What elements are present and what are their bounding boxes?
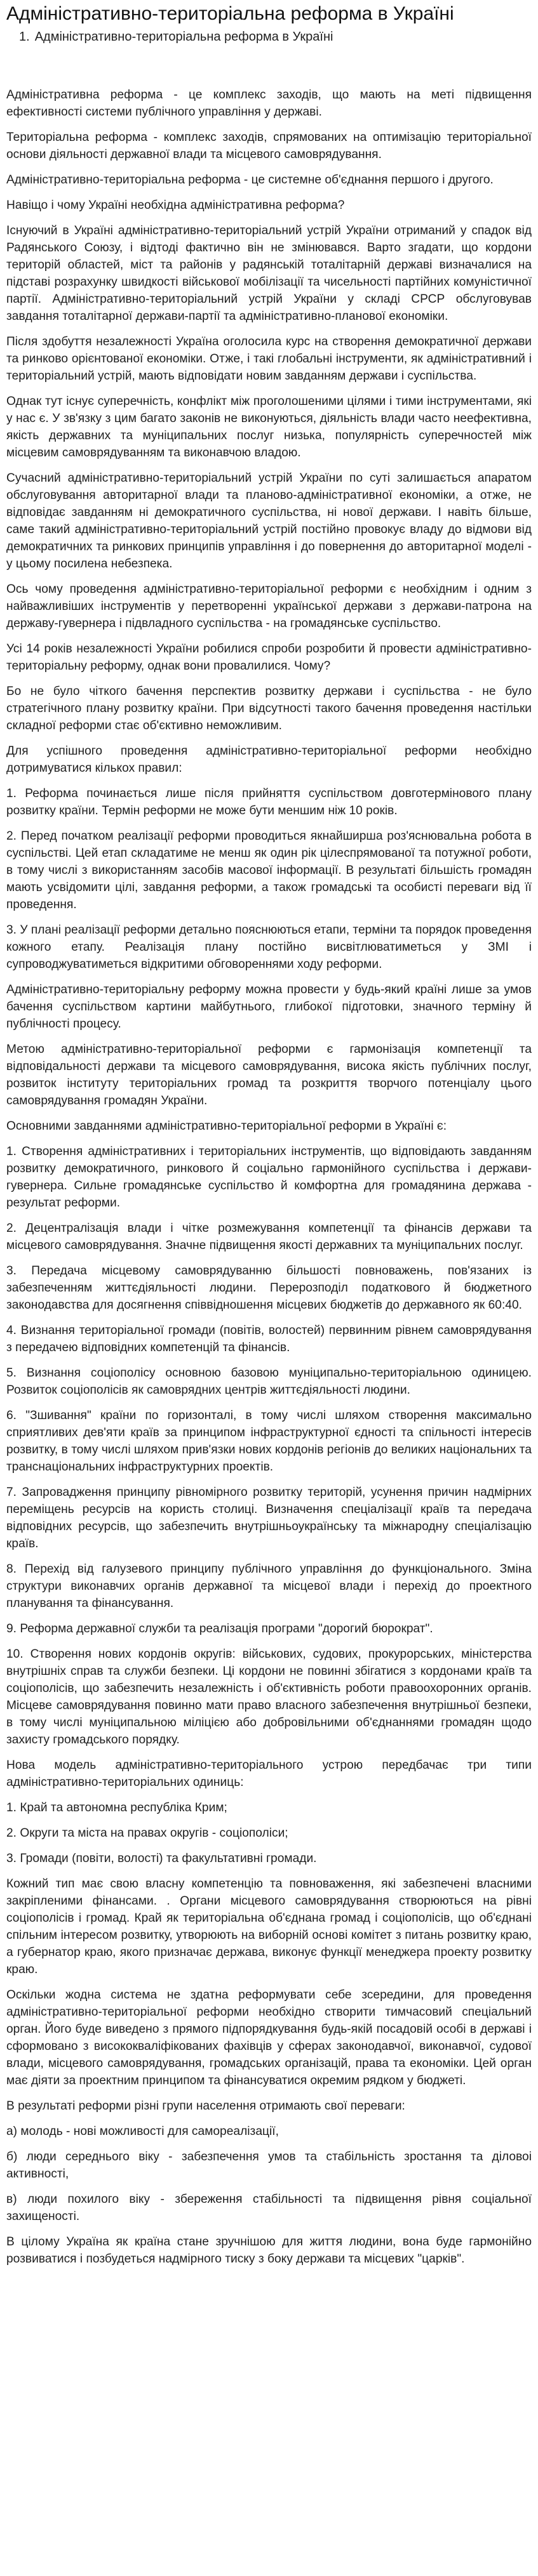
paragraph: В цілому Україна як країна стане зручнішою для життя людини, вона буде гармонійно розвиватися і позбудеться надмірного тиску з боку держави та місцевих "царків". [6,2235,532,2266]
paragraph: Нова модель адміністративно-територіального устрою передбачає три типи адміністративно-територіальних одиниць: [6,1759,532,1789]
paragraph: Адміністративно-територіальна реформа - це системне об'єднання першого і другого. [6,173,494,187]
paragraph: В результаті реформи різні групи населення отримають свої переваги: [6,2099,405,2113]
toc-item[interactable] [19,28,532,46]
paragraph: Територіальна реформа - комплекс заходів, спрямованих на оптимізацію територіальної основи діяльності державної влади та місцевого самоврядування. [6,131,532,161]
paragraph: 7. Запровадження принципу рівномірного розвитку територій, усунення причин надмірних переміщень ресурсів на користь столиці. Визначення спеціалізації країв та передача відповідних ресурсів, що забезпечить внутрішньоукраїнську та міжнародну спеціалізацію країв. [6,1486,532,1550]
paragraph: б) люди середнього віку - забезпечення умов та стабільність зростання та діловоі активності, [6,2150,532,2181]
paragraph: 2. Перед початком реалізації реформи проводиться якнайширша роз'яснювальна робота в суспільстві. Цей етап складатиме не менш як один рік цілеспрямованої та потужної роботи, в тому числі з використанням засобів масової інформації. В результаті більшість громадян мають усвідомити цілі, завдання реформи, а також громадські та особисті переваги від її проведення. [6,829,532,911]
paragraph: Адміністративна реформа - це комплекс заходів, що мають на меті підвищення ефективності системи публічного управління у державі. [6,88,532,119]
paragraph: 2. Децентралізація влади і чітке розмежування компетенції та фінансів держави та місцевого самоврядування. Значне підвищення якості державних та муніципальних послуг. [6,1222,532,1252]
paragraph: Усі 14 років незалежності України робилися спроби розробити й провести адміністративно-територіальну реформу, однак вони провалилися. Чому? [6,642,532,673]
paragraph: 1. Реформа починається лише після прийняття суспільством довготермінового плану розвитку країни. Термін реформи не може бути меншим ніж 10 років. [6,787,532,817]
paragraph: Кожний тип має свою власну компетенцію та повноваження, які забезпечені власними закріпленими фінансами. . Органи місцевого самоврядування створюються на рівні соціополісів і громад. Край як територіальна об'єднана громад і соціополісів, що об'єднані спільним інтересом розвитку, утворюють на виборній основі комітет з питань розвитку краю, а губернатор краю, якого призначає держава, виконує функції менеджера проекту розвитку краю. [6,1877,532,1976]
paragraph: Для успішного проведення адміністративно-територіальної реформи необхідно дотримуватися кількох правил: [6,744,532,775]
paragraph: 5. Визнання соціополісу основною базовою муніципально-територіальною одиницею. Розвиток соціополісів як самоврядних центрів життєдіяльності людини. [6,1366,532,1397]
page-title: Адміністративно-територіальна реформа в Україні [6,3,454,24]
paragraph: 9. Реформа державної служби та реалізація програми "дорогий бюрократ". [6,1622,433,1635]
paragraph: Оскільки жодна система не здатна реформувати себе зсередини, для проведення адміністративно-територіальної реформи необхідно створити тимчасовий спеціальний орган. Його буде виведено з прямого підпорядкування будь-якій посадовій особі в державі і сформовано з висококваліфікованих фахівців у сферах законодавчої, виконавчої, судової влади, місцевого самоврядування, громадських організацій, права та економіки. Цей орган має діяти за проектним принципом та фінансуватися окремим рядком у бюджеті. [6,1988,532,2087]
table-of-contents [19,28,532,46]
paragraph: Після здобуття незалежності Україна оголосила курс на створення демократичної держави та ринково орієнтованої економіки. Отже, і такі глобальні інструменти, як адміністративний і територіальний устрій, мають відповідати новим завданням держави і суспільства. [6,335,532,383]
paragraph: а) молодь - нові можливості для самореалізації, [6,2125,279,2138]
paragraph: Існуючий в Україні адміністративно-територіальний устрій України отриманий у спадок від Радянського Союзу, і відтоді фактично він не змінювався. Варто згадати, що кордони територій областей, міст та районів у радянській тоталітарній державі визначалися на підставі розрахунку швидкості військової мобілізації та чисельності партійних комуністичної партії. Адміністративно-територіальний устрій України у складі СРСР обслуговував завдання тоталітарної держави-партії та адміністративно-планової економіки. [6,224,532,323]
paragraph: 3. Передача місцевому самоврядуванню більшості повноважень, пов'язаних із забезпеченням життєдіяльності людини. Перерозподіл податкового й бюджетного законодавства для досягнення співвідношення місцевих бюджетів до державного як 60:40. [6,1264,532,1312]
paragraph: Навіщо і чому Україні необхідна адміністративна реформа? [6,199,345,212]
paragraph: 6. "Зшивання" країни по горизонталі, в тому числі шляхом створення максимально сприятливих дев'яти країв за принципом інфраструктурної єдності та спільності інтересів розвитку, в тому числі шляхом прив'язки нових кордонів регіонів до великих національних та транснаціональних інфраструктурних проектів. [6,1409,532,1474]
paragraph: 8. Перехід від галузевого принципу публічного управління до функціонального. Зміна структури виконавчих органів державної та місцевої влади і перехід до проектного планування та фінансування. [6,1562,532,1610]
paragraph: Метою адміністративно-територіальної реформи є гармонізація компетенції та відповідальності держави та місцевого самоврядування, висока якість публічних послуг, розвиток інституту територіальних громад та розкриття творчого потенціалу цього самоврядування громадян України. [6,1043,532,1107]
paragraph: в) люди похилого віку - збереження стабільності та підвищення рівня соціальної захищеності. [6,2193,532,2223]
paragraph: 3. Громади (повіти, волості) та факультативні громади. [6,1852,317,1865]
paragraph: 2. Округи та міста на правах округів - соціополіси; [6,1826,288,1840]
paragraph: Сучасний адміністративно-територіальний устрій України по суті залишається апаратом обслуговування авторитарної влади та планово-адміністративної економіки, а отже, не відповідає завданням ні демократичного суспільства, ні нової держави. І навіть більше, саме такий адміністративно-територіальний устрій постійно провокує владу до відмови від демократичних та ринкових принципів управління і до повернення до авторитарної моделі - у цьому посилена небезпека. [6,472,532,571]
toc-item-number: 1. [19,30,30,44]
paragraph: 10. Створення нових кордонів округів: військових, судових, прокурорських, міністерства внутрішніх справ та служби безпеки. Ці кордони не повинні збігатися з кордонами країв та соціополісів, що забезпечить незалежність і об'єктивність роботи правоохоронних органів. Місцеве самоврядування повинно мати право власного забезпечення внутрішньої безпеки, в тому числі муніципальною міліцією або добровільними об'єднаннями громадян щодо захисту громадського порядку. [6,1648,532,1747]
paragraph: Однак тут існує суперечність, конфлікт між проголошеними цілями і тими інструментами, які у нас є. У зв'язку з цим багато законів не виконуються, діяльність влади часто неефективна, якість державних та муніципальних послуг низька, популярність суперечностей між місцевим самоврядуванням та виконавчою владою. [6,395,532,459]
paragraph: Бо не було чіткого бачення перспектив розвитку держави і суспільства - не було стратегічного плану розвитку країни. При відсутності такого бачення проведення настільки складної реформи стає об'єктивно неможливим. [6,685,532,732]
paragraph: 4. Визнання територіальної громади (повітів, волостей) первинним рівнем самоврядування з передачею відповідних компетенцій та фінансів. [6,1324,532,1354]
paragraph: Ось чому проведення адміністративно-територіальної реформи є необхідним і одним з найважливіших інструментів у перетворенні української держави з держави-патрона на державу-гувернера і підвладного суспільства - на громадянське суспільство. [6,583,532,630]
paragraph: 1. Край та автономна республіка Крим; [6,1801,227,1814]
article-body [6,86,532,2268]
paragraph: 1. Створення адміністративних і територіальних інструментів, що відповідають завданням розвитку демократичного, ринкового й соціально гармонійного суспільства і держави-гувернера. Сильне громадянське суспільство й комфортна для громадянина держава - результат реформи. [6,1145,532,1210]
paragraph: Основними завданнями адміністративно-територіальної реформи в Україні є: [6,1120,447,1133]
paragraph: 3. У плані реалізації реформи детально пояснюються етапи, терміни та порядок проведення кожного етапу. Реалізація плану постійно висвітлюватиметься у ЗМІ і супроводжуватиметься відкритими обговореннями ходу реформи. [6,923,532,971]
toc-item-label[interactable]: Адміністративно-територіальна реформа в Україні [34,30,333,44]
paragraph: Адміністративно-територіальну реформу можна провести у будь-який країні лише за умов бачення суспільством картини майбутнього, глибокої підготовки, значного терміну й публічності процесу. [6,983,532,1031]
